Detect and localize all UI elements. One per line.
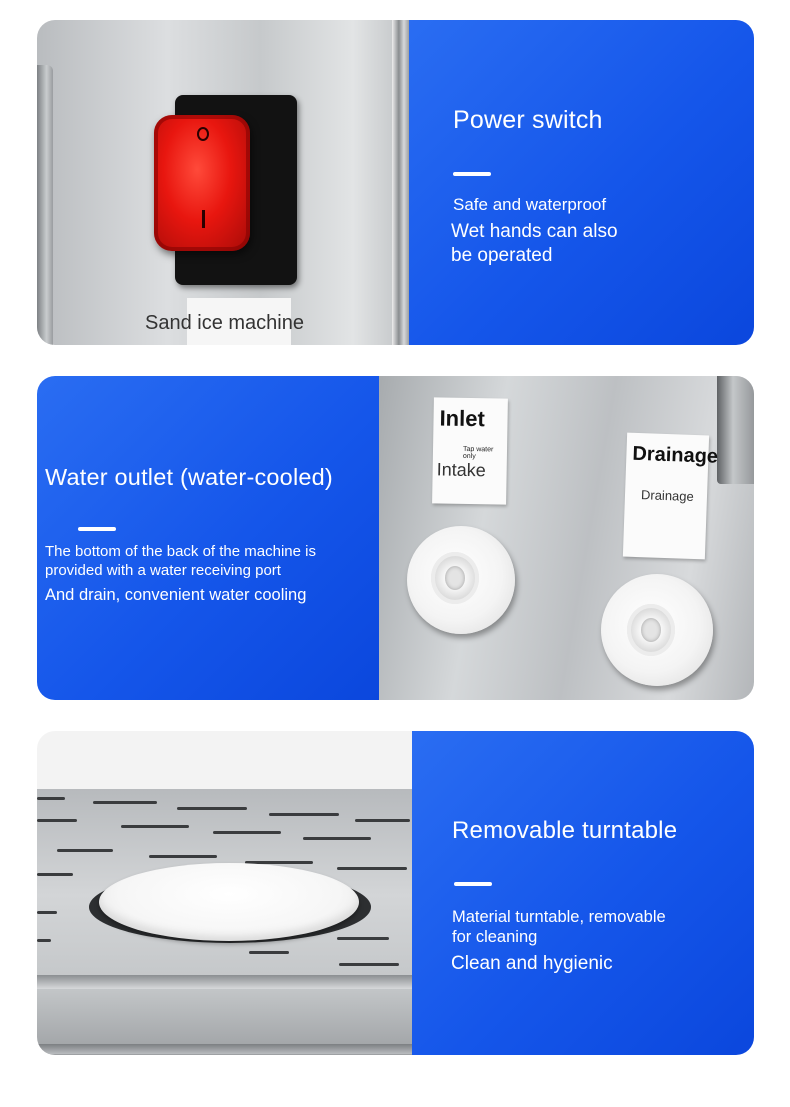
feature-line: for cleaning [452,928,538,946]
turntable-card [37,731,754,1055]
inlet-label [432,397,508,504]
switch-on-mark-icon [202,210,205,228]
machine-frame-left [37,65,53,345]
title-underline [78,527,116,531]
section-title: Power switch [453,106,603,134]
title-underline [454,882,492,886]
drain-fitting-icon [601,574,713,686]
water-outlet-info-panel [37,376,379,700]
inlet-label-subtitle: Tap water only [462,445,494,461]
feature-line: And drain, convenient water cooling [45,586,307,604]
water-inlet-fitting-icon [407,526,515,634]
drainage-text: Drainage [640,487,695,504]
power-switch-card [37,20,754,345]
feature-line: The bottom of the back of the machine is [45,543,316,560]
feature-line: Wet hands can also [451,221,618,242]
water-outlet-card [37,376,754,700]
water-ports-photo [379,376,754,700]
photo-caption: Sand ice machine [145,312,304,334]
turntable-icon [99,863,359,941]
feature-line: Safe and waterproof [453,195,607,214]
power-switch-photo [37,20,409,345]
drainage-label [623,433,719,560]
feature-line: provided with a water receiving port [45,562,281,579]
feature-line: be operated [451,245,553,266]
power-switch-info-panel [409,20,754,345]
section-title: Water outlet (water-cooled) [45,464,333,490]
section-title: Removable turntable [452,817,678,844]
machine-frame-right [392,20,409,345]
turntable-info-panel [412,731,754,1055]
machine-door-edge [717,376,754,484]
feature-line: Clean and hygienic [451,953,613,974]
inlet-label-title: Inlet [439,405,486,432]
switch-off-mark-icon [197,127,209,141]
feature-line: Material turntable, removable [452,908,666,926]
intake-text: Intake [436,459,486,481]
turntable-photo [37,731,412,1055]
drainage-label-title: Drainage [632,442,719,468]
title-underline [453,172,491,176]
